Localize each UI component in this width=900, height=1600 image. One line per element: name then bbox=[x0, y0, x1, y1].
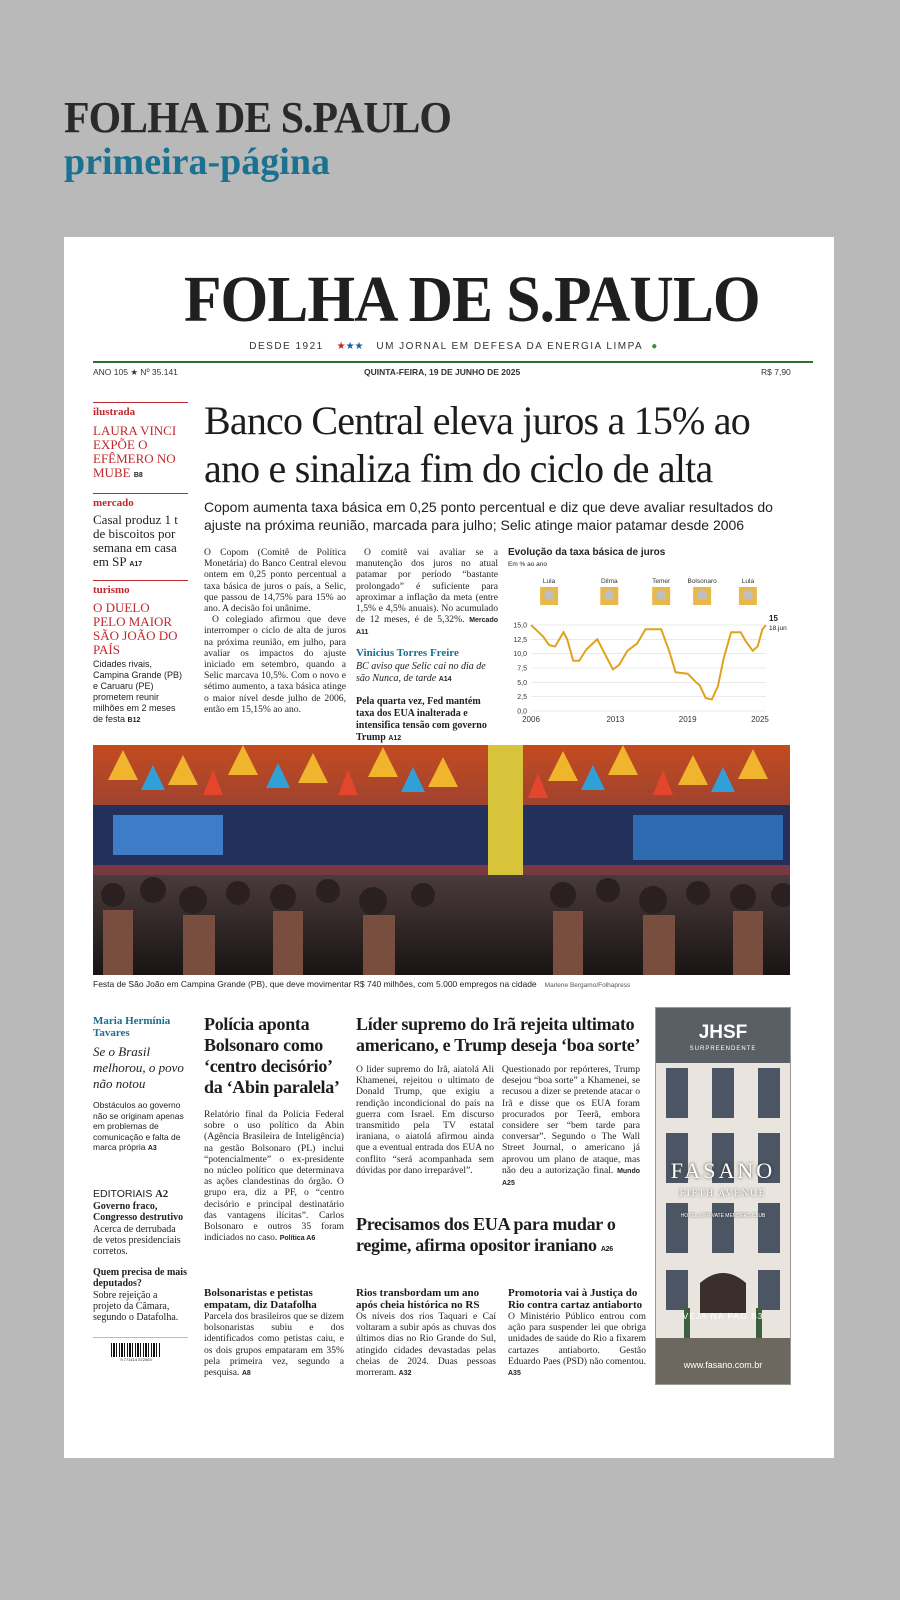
brief3-ref: A35 bbox=[508, 1370, 521, 1378]
brief2-head[interactable]: Rios transbordam um ano após cheia histórica no RS bbox=[356, 1287, 480, 1311]
ira-headline[interactable]: Líder supremo do Irã rejeita ultimato americano, e Trump deseja ‘boa sorte’ bbox=[356, 1014, 641, 1055]
selic-chart bbox=[504, 567, 794, 727]
section-rule bbox=[93, 580, 188, 581]
editorial2-text: Sobre rejeição a projeto da Câmara, segundo o Datafolha. bbox=[93, 1290, 179, 1323]
ira-col2 bbox=[502, 1064, 640, 1189]
editorials-ref: A2 bbox=[155, 1189, 169, 1200]
portrait-icon bbox=[656, 590, 666, 600]
chart-end-date: 18.jun bbox=[769, 625, 787, 632]
header-brand: FOLHA DE S.PAULO bbox=[64, 93, 451, 142]
ira-col1: O líder supremo do Irã, aiatolá Ali Khamenei, rejeitou o ultimato de Donald Trump, que exigiu a rendição incondicional do país na guerra com Israel. Em discurso transmitido pela TV estatal iraniana, o aiatolá afirmou ainda que a eventual entrada dos EUA no conflito “será acompanhada sem dúvidas por dano irreparável”. bbox=[356, 1064, 494, 1176]
mercado-ref: A17 bbox=[129, 561, 143, 568]
masthead-rule bbox=[93, 361, 813, 363]
section-turismo: turismo bbox=[93, 584, 130, 596]
column-title[interactable] bbox=[356, 661, 498, 686]
lead-col2-p1 bbox=[356, 547, 498, 639]
turismo-ref: B12 bbox=[127, 717, 141, 724]
lead-col2 bbox=[356, 547, 498, 745]
sao-joao-photo[interactable] bbox=[93, 745, 790, 975]
chart-annotation: Temer bbox=[652, 578, 671, 585]
portrait-icon bbox=[604, 590, 614, 600]
chart-y-tick: 2,5 bbox=[517, 694, 527, 702]
policia-ref: Política A6 bbox=[279, 1235, 316, 1243]
chart-annotation: Dilma bbox=[601, 578, 618, 585]
ira-ref: Mundo A25 bbox=[502, 1167, 640, 1188]
brief1-head[interactable]: Bolsonaristas e petistas empatam, diz Datafolha bbox=[204, 1287, 317, 1311]
brief1-ref: A8 bbox=[241, 1370, 251, 1378]
photo-caption-text: Festa de São João em Campina Grande (PB), que deve movimentar R$ 740 milhões, com 5.000 empregos na cidade bbox=[93, 979, 537, 989]
fed-headline-text: Pela quarta vez, Fed mantém taxa dos EUA inalterada e intensifica tensão com governo Trump bbox=[356, 695, 487, 743]
chart-x-tick: 2013 bbox=[606, 715, 625, 724]
brief3-head[interactable]: Promotoria vai à Justiça do Rio contra cartaz antiaborto bbox=[508, 1287, 643, 1311]
chart-annotation: Lula bbox=[741, 578, 755, 585]
festival-illustration bbox=[93, 745, 790, 975]
ad-url[interactable]: www.fasano.com.br bbox=[683, 1360, 763, 1370]
chart-subtitle: Em % ao ano bbox=[508, 561, 548, 568]
columnist-name[interactable]: Vinicius Torres Freire bbox=[356, 646, 459, 659]
chart-y-tick: 10,0 bbox=[513, 651, 527, 659]
columnist-maria[interactable]: Maria Hermínia Tavares bbox=[93, 1015, 171, 1039]
editorial1-head[interactable]: Governo fraco, Congresso destrutivo bbox=[93, 1201, 184, 1223]
opositor-headline-text: Precisamos dos EUA para mudar o regime, afirma opositor iraniano bbox=[356, 1214, 616, 1255]
header-subtitle: primeira-página bbox=[64, 141, 330, 183]
chart-x-tick: 2006 bbox=[522, 715, 540, 724]
brief2-text bbox=[356, 1311, 496, 1379]
ad-tag: SURPREENDENTE bbox=[689, 1046, 757, 1052]
opositor-headline[interactable] bbox=[356, 1214, 646, 1260]
lead-col2-text: O comitê vai avaliar se a manutenção dos juros no atual patamar por período “bastante prolongado” é suficiente para aproximar a inflação da meta (entre 1,5% e 4,5% anuais). No acumulado de 12 meses, é de 5,32%. bbox=[356, 547, 498, 626]
chart-annotation: Lula bbox=[542, 578, 556, 585]
ad-sub: FIFTH AVENUE bbox=[679, 1188, 767, 1198]
portrait-icon bbox=[697, 590, 707, 600]
policia-headline[interactable]: Polícia aponta Bolsonaro como ‘centro decisório’ da ‘Abin paralela’ bbox=[204, 1014, 340, 1097]
ad-desc: HOTEL & PRIVATE MEMBERS CLUB bbox=[680, 1213, 766, 1219]
column-title-text: BC aviso que Selic cai no dia de são Nunca, de tarde bbox=[356, 660, 486, 684]
turismo-headline[interactable]: O DUELO PELO MAIOR SÃO JOÃO DO PAÍS bbox=[93, 600, 178, 657]
lead-col1-p2: O colegiado afirmou que deve interromper o ciclo de alta de juros na próxima reunião, em julho, para avaliar os impactos do ajuste iniciado em setembro, quando a Selic marcava 10,5%. Com o novo e sétimo aumento, a taxa básica atinge o maior nível desde julho de 2006, então em 15,15% ao ano. bbox=[204, 614, 346, 715]
masthead-tagline bbox=[244, 341, 664, 352]
edition-date: QUINTA-FEIRA, 19 DE JUNHO DE 2025 bbox=[364, 367, 521, 377]
section-mercado: mercado bbox=[93, 497, 134, 509]
editorials-label bbox=[93, 1188, 168, 1200]
editorial1-text: Acerca de derrubada de vetos presidenciais corretos. bbox=[93, 1224, 181, 1257]
star-icon: ★★ bbox=[345, 341, 364, 352]
edition-price: R$ 7,90 bbox=[761, 367, 791, 377]
leaf-icon: ● bbox=[651, 341, 659, 352]
maria-column-text bbox=[93, 1100, 188, 1155]
editorials-title: EDITORIAIS bbox=[93, 1188, 153, 1200]
chart-end-label: 15 bbox=[769, 614, 778, 623]
fed-headline[interactable] bbox=[356, 696, 498, 745]
chart-y-tick: 12,5 bbox=[513, 636, 527, 644]
star-icon: ★ bbox=[336, 341, 346, 352]
lead-col1-p1: O Copom (Comitê de Política Monetária) do Banco Central elevou ontem em 0,25 ponto percentual a taxa básica de juros o país, a Selic, que passou de 14,75% para 15% ao ano. A decisão foi unânime. bbox=[204, 547, 346, 615]
lead-col1 bbox=[204, 547, 346, 715]
brief1-text bbox=[204, 1311, 344, 1379]
brief3-text-body: O Ministério Público entrou com ação para suspender lei que obriga unidades de saúde do Rio a fixarem cartazes antiaborto. Gestão Eduardo Paes (PSD) não comentou. bbox=[508, 1311, 646, 1367]
ad-cta: VEJA NA PAG B3 bbox=[682, 1311, 764, 1321]
brief1-text-body: Parcela dos brasileiros que se dizem bolsonaristas subiu e dos identificados como petistas caiu, e os dois grupos empataram em 35% pela primeira vez, segundo a pesquisa. bbox=[204, 1311, 344, 1379]
barcode bbox=[110, 1342, 162, 1366]
maria-column-title[interactable]: Se o Brasil melhorou, o povo não notou bbox=[93, 1044, 184, 1091]
chart-y-tick: 0,0 bbox=[517, 708, 527, 716]
policia-text bbox=[204, 1109, 344, 1244]
turismo-text bbox=[93, 659, 187, 726]
photo-credit: Marlene Bergamo/Folhapress bbox=[544, 982, 631, 989]
brief2-ref: A32 bbox=[398, 1370, 412, 1378]
chart-x-tick: 2025 bbox=[751, 715, 769, 724]
ilustrada-headline-text: LAURA VINCI EXPÕE O EFÊMERO NO MUBE bbox=[93, 423, 177, 480]
photo-caption bbox=[93, 979, 790, 989]
barcode-number: 9 771414 572003 bbox=[120, 1357, 152, 1362]
divider bbox=[93, 1337, 188, 1338]
fasano-ad[interactable] bbox=[655, 1007, 791, 1385]
chart-title: Evolução da taxa básica de juros bbox=[508, 547, 666, 558]
ilustrada-ref: B8 bbox=[133, 472, 143, 479]
masthead-title: FOLHA DE S.PAULO bbox=[183, 263, 760, 336]
lead-col2-ref: Mercado A11 bbox=[356, 617, 498, 637]
mercado-headline-text: Casal produz 1 t de biscoitos por semana em casa em SP bbox=[93, 512, 178, 569]
brief2-text-body: Os níveis dos rios Taquari e Caí voltaram a subir após as chuvas dos últimos dias no Rio Grande do Sul, atingido cidades devastadas pelas cheias de 2024. Duas pessoas morreram. bbox=[356, 1311, 496, 1379]
maria-column-ref: A3 bbox=[147, 1145, 157, 1152]
portrait-icon bbox=[544, 590, 554, 600]
chart-series-line bbox=[531, 625, 766, 700]
brief3-text bbox=[508, 1311, 646, 1379]
newspaper-page bbox=[64, 237, 834, 1458]
chart-y-tick: 15,0 bbox=[513, 622, 527, 630]
editorial2-head[interactable]: Quem precisa de mais deputados? bbox=[93, 1267, 187, 1289]
opositor-ref: A26 bbox=[600, 1246, 613, 1253]
section-rule bbox=[93, 402, 188, 403]
fed-ref: A12 bbox=[388, 734, 402, 742]
portrait-icon bbox=[743, 590, 753, 600]
chart-y-tick: 7,5 bbox=[517, 665, 527, 673]
maria-column-body: Obstáculos ao governo não se originam apenas em problemas de comunicação e falta de marca própria bbox=[93, 1100, 184, 1152]
mercado-headline[interactable] bbox=[93, 513, 185, 572]
chart-x-tick: 2019 bbox=[678, 715, 697, 724]
section-rule bbox=[93, 493, 188, 494]
masthead-since: DESDE 1921 bbox=[249, 341, 324, 352]
lead-headline[interactable]: Banco Central eleva juros a 15% ao ano e sinaliza fim do ciclo de alta bbox=[204, 398, 750, 491]
edition-number: ANO 105 ★ Nº 35.141 bbox=[93, 367, 178, 377]
column-ref: A14 bbox=[438, 675, 452, 683]
masthead-motto: UM JORNAL EM DEFESA DA ENERGIA LIMPA bbox=[376, 341, 643, 352]
policia-text-body: Relatório final da Polícia Federal sobre o uso político da Abin (Agência Brasileira de Inteligência) na gestão Bolsonaro (PL) inclui “potencialmente” o ex-presidente no núcleo político que determinava as ações clandestinas do órgão. O grupo era, diz a PF, o “centro decisório e principal destinatário das vantagens ilícitas”. Carlos Bolsonaro e outros 35 foram indiciados no caso. bbox=[204, 1109, 344, 1244]
turismo-text-body: Cidades rivais, Campina Grande (PB) e Caruaru (PE) prometem reunir milhões em 2 meses de festa bbox=[93, 659, 183, 724]
ilustrada-headline[interactable] bbox=[93, 424, 188, 483]
lead-deck: Copom aumenta taxa básica em 0,25 ponto percentual e diz que deve avaliar resultados do ajuste na próxima reunião, marcada para julho; Selic atinge maior patamar desde 2006 bbox=[204, 499, 773, 533]
chart-annotation: Bolsonaro bbox=[687, 578, 717, 585]
chart-y-tick: 5,0 bbox=[517, 679, 527, 687]
ira-col2-text: Questionado por repórteres, Trump desejou “boa sorte” a Khamenei, se recusou a dizer se pretende atacar o Irã e disse que os EUA foram procurados por Teerã, embora considere ser “bem tarde para conversar”. Segundo o The Wall Street Journal, o americano já aprovou um plano de ataque, mas não deu a autorização final. bbox=[502, 1064, 640, 1176]
barcode-bars bbox=[111, 1343, 161, 1357]
ad-name: FASANO bbox=[670, 1158, 776, 1183]
section-ilustrada: ilustrada bbox=[93, 406, 136, 418]
ad-brand: JHSF bbox=[698, 1022, 748, 1043]
